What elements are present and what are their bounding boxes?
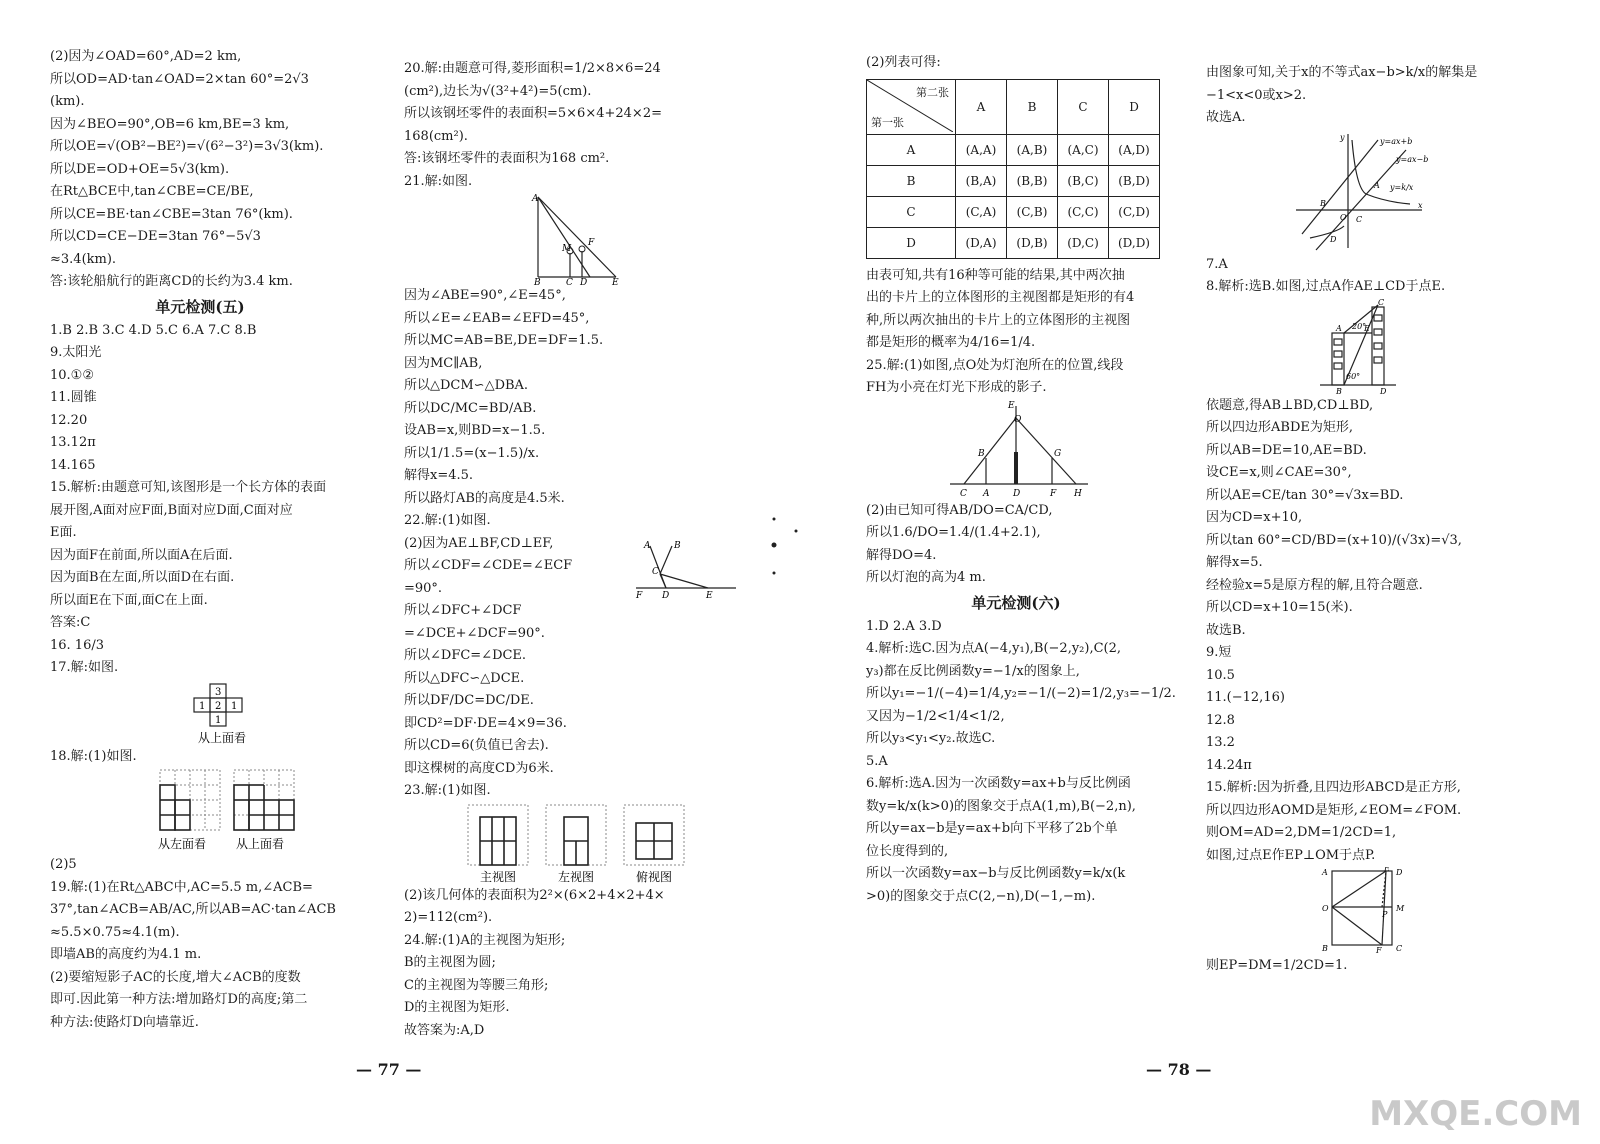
text-line: 13.12π — [50, 435, 96, 450]
text-line: 因为∠BEO=90°,OB=6 km,BE=3 km, — [50, 116, 290, 132]
fig6-label-d: D — [1330, 234, 1337, 244]
figure-21-svg — [404, 193, 744, 285]
col4-text-c — [1206, 395, 1546, 868]
text-line: 因为CD=x+10, — [1206, 510, 1303, 525]
text-line: 11.(−12,16) — [1206, 690, 1285, 705]
text-line: 所以AE=CE/tan 30°=√3x=BD. — [1206, 487, 1404, 503]
text-line: 16. 16/3 — [50, 637, 104, 653]
fig17-caption: 从上面看 — [198, 730, 247, 745]
fig15-label-b: B — [1322, 944, 1328, 953]
figure-18-svg — [50, 768, 390, 854]
fig21-label-d: D — [580, 278, 588, 285]
fig25-label-f: F — [1050, 488, 1057, 499]
fig25-label-c: C — [960, 488, 967, 499]
text-line: 又因为−1/2<1/4<1/2, — [866, 708, 1005, 724]
fig15-label-c: C — [1396, 944, 1403, 953]
text-line: 所以y=ax−b是y=ax+b向下平移了2b个单 — [866, 821, 1118, 836]
left-page — [0, 0, 790, 1144]
text-line: 所以∠E=∠EAB=∠EFD=45°, — [404, 310, 590, 326]
text-line: (2)因为∠OAD=60°,AD=2 km, — [50, 49, 242, 64]
figure-25-svg — [866, 400, 1196, 500]
col3-text-b — [866, 265, 1196, 400]
text-line: 9.太阳光 — [50, 345, 102, 360]
text-line: 即可.因此第一种方法:增加路灯D的高度;第二 — [50, 992, 308, 1007]
table-cell: (A,C) — [1058, 134, 1109, 165]
fig6-label-curve: y=k/x — [1390, 182, 1414, 192]
text-line: 由表可知,共有16种等可能的结果,其中两次抽 — [866, 267, 1125, 283]
column-3 — [866, 52, 1196, 908]
table-cell: (C,A) — [956, 196, 1007, 227]
text-line: (2)由已知可得AB/DO=CA/CD, — [866, 502, 1053, 518]
text-line: 展开图,A面对应F面,B面对应D面,C面对应 — [50, 502, 293, 518]
text-line: 17.解:如图. — [50, 660, 119, 675]
text-line: 所以OD=AD·tan∠OAD=2×tan 60°=2√3 — [50, 71, 309, 87]
figure-8-svg — [1206, 299, 1546, 395]
text-line: 所以DE=OD+OE=5√3(km). — [50, 161, 230, 177]
col2-text-a — [404, 58, 744, 193]
text-line: FH为小亮在灯光下形成的影子. — [866, 380, 1047, 395]
text-line: 所以tan 60°=CD/BD=(x+10)/(√3x)=√3, — [1206, 532, 1462, 548]
table-cell: (D,D) — [1109, 227, 1160, 258]
fig17-cell-1: 3 — [215, 686, 222, 698]
text-line: 所以∠CDF=∠CDE=∠ECF — [404, 558, 573, 573]
fig17-cell-4: 1 — [231, 700, 238, 712]
row-label: C — [867, 196, 956, 227]
text-line: (2)5 — [50, 857, 77, 872]
table-cell: (B,B) — [1007, 165, 1058, 196]
fig15-label-d: D — [1396, 868, 1403, 877]
fig6-label-a: A — [1374, 180, 1380, 190]
col1-text-d — [50, 854, 390, 1034]
fig22-label-d: D — [662, 591, 670, 600]
figure-23 — [404, 803, 744, 885]
fig17-cell-2: 1 — [199, 700, 206, 712]
fig8-label-20: 20° — [1352, 321, 1367, 331]
table-cell: (C,C) — [1058, 196, 1109, 227]
column-4 — [1206, 62, 1546, 978]
table-cell: (D,A) — [956, 227, 1007, 258]
fig18-caption-top: 从上面看 — [236, 837, 285, 851]
text-line: 20.解:由题意可得,菱形面积=1/2×8×6=24 — [404, 61, 661, 76]
table-header: A — [956, 79, 1007, 134]
text-line: 所以1/1.5=(x−1.5)/x. — [404, 445, 540, 461]
text-line: 所以OE=√(OB²−BE²)=√(6²−3²)=3√3(km). — [50, 139, 324, 154]
table-cell: (D,B) — [1007, 227, 1058, 258]
fig21-label-e: E — [612, 278, 619, 285]
fig18-caption-left: 从左面看 — [158, 837, 207, 851]
text-line: 答:该轮船航行的距离CD的长约为3.4 km. — [50, 274, 293, 289]
fig21-label-a: A — [532, 194, 539, 204]
fig8-label-a: A — [1336, 323, 1342, 333]
table-header: C — [1058, 79, 1109, 134]
text-line: 因为面F在前面,所以面A在后面. — [50, 547, 233, 563]
fig25-label-b: B — [978, 448, 985, 459]
fig8-label-e: E — [1364, 323, 1370, 333]
text-line: E面. — [50, 525, 77, 540]
col3-text-a — [866, 52, 1196, 75]
fig25-label-o: O — [1014, 414, 1022, 425]
fig22-label-e: E — [706, 591, 713, 600]
text-line: 所以一次函数y=ax−b与反比例函数y=k/x(k — [866, 866, 1126, 881]
section-title-6: 单元检测(六) — [971, 593, 1061, 612]
text-line: 故选B. — [1206, 622, 1246, 638]
fig25-label-e: E — [1008, 400, 1015, 411]
col1-text-a — [50, 46, 390, 294]
fig21-label-m: M — [562, 244, 572, 254]
text-line: 所以四边形AOMD是矩形,∠EOM=∠FOM. — [1206, 802, 1462, 818]
text-line: 所以路灯AB的高度是4.5米. — [404, 490, 565, 506]
text-line: (2)要缩短影子AC的长度,增大∠ACB的度数 — [50, 969, 301, 985]
text-line: 4.解析:选C.因为点A(−4,y₁),B(−2,y₂),C(2, — [866, 641, 1122, 656]
text-line: 由图象可知,关于x的不等式ax−b>k/x的解集是 — [1206, 65, 1478, 80]
text-line: 所以1.6/DO=1.4/(1.4+2.1), — [866, 525, 1041, 540]
text-line: 9.短 — [1206, 645, 1232, 660]
text-line: 出的卡片上的立体图形的主视图都是矩形的有4 — [866, 290, 1135, 305]
fig15-label-p: P — [1382, 910, 1388, 919]
fig22-label-f: F — [636, 591, 643, 600]
table-cell: (A,A) — [956, 134, 1007, 165]
figure-17 — [50, 680, 390, 746]
table-cell: (A,D) — [1109, 134, 1160, 165]
text-line: 种,所以两次抽出的卡片上的立体图形的主视图 — [866, 312, 1131, 328]
text-line: (km). — [50, 94, 85, 109]
text-line: >0)的图象交于点C(2,−n),D(−1,−m). — [866, 888, 1096, 904]
col4-text-a — [1206, 62, 1546, 130]
col3-text-c — [866, 500, 1196, 590]
fig21-label-b: B — [534, 278, 541, 285]
fig22-label-c: C — [652, 567, 659, 577]
fig6-label-line2: y=ax−b — [1396, 154, 1429, 164]
text-line: 14.165 — [50, 457, 96, 473]
text-line: 19.解:(1)在Rt△ABC中,AC=5.5 m,∠ACB= — [50, 879, 313, 895]
text-line: 37°,tan∠ACB=AB/AC,所以AB=AC·tan∠ACB — [50, 902, 336, 917]
watermark: MXQE.COM — [1369, 1094, 1582, 1134]
col4-text-b — [1206, 254, 1546, 299]
figure-15-svg — [1206, 867, 1546, 955]
text-line: ≈5.5×0.75≈4.1(m). — [50, 924, 180, 940]
text-line: ≈3.4(km). — [50, 251, 117, 267]
text-line: 即CD²=DF·DE=4×9=36. — [404, 715, 567, 731]
text-line: 10.①② — [50, 367, 94, 383]
column-1 — [50, 46, 390, 1034]
text-line: (cm²),边长为√(3²+4²)=5(cm). — [404, 83, 592, 99]
text-line: 13.2 — [1206, 735, 1235, 750]
text-line: 即墙AB的高度约为4.1 m. — [50, 947, 202, 962]
table-corner — [867, 79, 956, 134]
text-line: 所以面E在下面,面C在上面. — [50, 592, 208, 608]
text-line: 所以∠DFC=∠DCE. — [404, 648, 527, 663]
text-line: 解得DO=4. — [866, 547, 937, 563]
figure-22 — [632, 540, 742, 600]
figure-15 — [1206, 867, 1546, 955]
text-line: 12.8 — [1206, 712, 1235, 728]
fig22-label-a: A — [644, 541, 651, 551]
text-line: 10.5 — [1206, 667, 1235, 683]
text-line: B的主视图为圆; — [404, 955, 496, 970]
text-line: 所以CD=CE−DE=3tan 76°−5√3 — [50, 229, 261, 244]
text-line: 15.解析:因为折叠,且四边形ABCD是正方形, — [1206, 780, 1461, 795]
text-line: 故答案为:A,D — [404, 1022, 485, 1038]
text-line: =90°. — [404, 580, 443, 596]
text-line: D的主视图为矩形. — [404, 1000, 510, 1015]
probability-table — [866, 79, 1160, 259]
figure-6-svg — [1206, 130, 1546, 254]
text-line: 1.B 2.B 3.C 4.D 5.C 6.A 7.C 8.B — [50, 322, 257, 338]
text-line: 解得x=4.5. — [404, 468, 474, 483]
text-line: 7.A — [1206, 256, 1228, 272]
text-line: 5.A — [866, 753, 888, 769]
text-line: 所以该钢坯零件的表面积=5×6×4+24×2= — [404, 106, 662, 121]
text-line: 答:该钢坯零件的表面积为168 cm². — [404, 151, 610, 166]
text-line: 1.D 2.A 3.D — [866, 618, 942, 634]
fig6-label-y: y — [1340, 132, 1345, 142]
text-line: 设CE=x,则∠CAE=30°, — [1206, 465, 1352, 480]
text-line: 8.解析:选B.如图,过点A作AE⊥CD于点E. — [1206, 279, 1446, 294]
row-label: D — [867, 227, 956, 258]
text-line: 种方法:使路灯D向墙靠近. — [50, 1014, 199, 1030]
text-line: 22.解:(1)如图. — [404, 513, 491, 528]
fig25-label-g: G — [1054, 448, 1062, 459]
text-line: (2)因为AE⊥BF,CD⊥EF, — [404, 535, 554, 551]
fig17-cell-5: 1 — [215, 714, 222, 726]
table-cell: (C,D) — [1109, 196, 1160, 227]
fig21-label-f: F — [588, 238, 595, 248]
table-cell: (B,C) — [1058, 165, 1109, 196]
figure-8 — [1206, 299, 1546, 395]
text-line: 所以△DCM∽△DBA. — [404, 378, 529, 393]
fig8-label-d: D — [1380, 386, 1387, 395]
table-cell: (C,B) — [1007, 196, 1058, 227]
text-line: 所以y₁=−1/(−4)=1/4,y₂=−1/(−2)=1/2,y₃=−1/2. — [866, 686, 1176, 701]
text-line: 21.解:如图. — [404, 173, 473, 189]
text-line: 2)=112(cm²). — [404, 910, 493, 925]
text-line: −1<x<0或x>2. — [1206, 87, 1307, 103]
text-line: 数y=k/x(k>0)的图象交于点A(1,m),B(−2,n), — [866, 798, 1136, 814]
figure-25 — [866, 400, 1196, 500]
table-row — [867, 134, 1160, 165]
fig6-label-o: O — [1340, 212, 1347, 222]
fig15-label-f: F — [1376, 946, 1382, 955]
fig15-label-m: M — [1396, 904, 1405, 913]
page-number-left: — 77 — — [356, 1060, 422, 1079]
table-cell: (B,A) — [956, 165, 1007, 196]
col1-text-b — [50, 320, 390, 680]
figure-23-svg — [404, 803, 744, 885]
text-line: 答案:C — [50, 615, 91, 630]
fig23-caption-top: 俯视图 — [636, 869, 673, 884]
text-line: 所以CE=BE·tan∠CBE=3tan 76°(km). — [50, 206, 293, 222]
table-row — [867, 227, 1160, 258]
text-line: 依题意,得AB⊥BD,CD⊥BD, — [1206, 397, 1374, 413]
fig17-cell-3: 2 — [215, 700, 222, 712]
fig22-label-b: B — [674, 541, 681, 551]
text-line: 24.解:(1)A的主视图为矩形; — [404, 932, 566, 948]
text-line: 故选A. — [1206, 110, 1246, 125]
fig8-label-60: 60° — [1346, 371, 1361, 381]
text-line: =∠DCE+∠DCF=90°. — [404, 625, 545, 641]
table-cell: (D,C) — [1058, 227, 1109, 258]
text-line: 在Rt△BCE中,tan∠CBE=CE/BE, — [50, 184, 254, 199]
text-line: 解得x=5. — [1206, 555, 1263, 570]
page-number-right: — 78 — — [1146, 1060, 1212, 1079]
right-page — [800, 0, 1600, 1144]
fig15-label-o: O — [1322, 904, 1329, 913]
text-line: 25.解:(1)如图,点O处为灯泡所在的位置,线段 — [866, 357, 1124, 373]
text-line: 所以CD=6(负值已舍去). — [404, 738, 549, 753]
text-line: 168(cm²). — [404, 128, 468, 144]
fig25-label-h: H — [1074, 488, 1082, 499]
fig21-label-c: C — [566, 278, 573, 285]
col2-text-c — [404, 885, 744, 1043]
table-cell: (A,B) — [1007, 134, 1058, 165]
text-line: 所以AB=DE=10,AE=BD. — [1206, 442, 1367, 458]
text-line: 所以DC/MC=BD/AB. — [404, 400, 537, 416]
text-line: 所以MC=AB=BE,DE=DF=1.5. — [404, 333, 604, 348]
text-line: (2)该几何体的表面积为2²×(6×2+4×2+4× — [404, 887, 665, 903]
figure-21 — [404, 193, 744, 285]
text-line: 6.解析:选A.因为一次函数y=ax+b与反比例函 — [866, 776, 1131, 791]
table-cell: (B,D) — [1109, 165, 1160, 196]
text-line: 如图,过点E作EP⊥OM于点P. — [1206, 847, 1376, 863]
text-line: 因为MC∥AB, — [404, 355, 483, 371]
text-line: 12.20 — [50, 412, 88, 428]
text-line: 则EP=DM=1/2CD=1. — [1206, 958, 1348, 973]
text-line: 经检验x=5是原方程的解,且符合题意. — [1206, 577, 1423, 593]
text-line: 所以DF/DC=DC/DE. — [404, 693, 534, 708]
table-corner-top: 第二张 — [916, 85, 949, 99]
table-header: D — [1109, 79, 1160, 134]
text-line: 则OM=AD=2,DM=1/2CD=1, — [1206, 825, 1397, 840]
fig6-label-b: B — [1320, 198, 1326, 208]
text-line: y₃)都在反比例函数y=−1/x的图象上, — [866, 663, 1080, 679]
text-line: 所以CD=x+10=15(米). — [1206, 600, 1353, 615]
text-line: 所以灯泡的高为4 m. — [866, 570, 986, 585]
row-label: B — [867, 165, 956, 196]
fig25-label-a: A — [983, 488, 990, 499]
text-line: 都是矩形的概率为4/16=1/4. — [866, 335, 1036, 350]
col3-text-d — [866, 616, 1196, 909]
fig23-caption-left: 左视图 — [558, 869, 595, 884]
fig25-label-d: D — [1013, 488, 1021, 499]
table-header: B — [1007, 79, 1058, 134]
fig23-caption-front: 主视图 — [480, 869, 517, 884]
fig15-label-e: E — [1384, 867, 1390, 873]
text-line: C的主视图为等腰三角形; — [404, 977, 549, 993]
fig15-label-a: A — [1322, 868, 1328, 877]
text-line: 所以四边形ABDE为矩形, — [1206, 420, 1353, 435]
text-line: 所以∠DFC+∠DCF — [404, 603, 522, 618]
text-line: 因为∠ABE=90°,∠E=45°, — [404, 288, 566, 303]
text-line: 因为面B在左面,所以面D在右面. — [50, 570, 235, 585]
text-line: (2)列表可得: — [866, 55, 941, 70]
text-line: 即这棵树的高度CD为6米. — [404, 760, 554, 776]
table-corner-bottom: 第一张 — [871, 115, 904, 129]
text-line: 23.解:(1)如图. — [404, 783, 491, 798]
row-label: A — [867, 134, 956, 165]
section-title-5: 单元检测(五) — [155, 297, 245, 316]
text-line: 18.解:(1)如图. — [50, 748, 137, 764]
text-line: 所以△DFC∽△DCE. — [404, 670, 525, 686]
figure-17-svg — [50, 680, 390, 746]
fig6-label-x: x — [1418, 200, 1423, 210]
figure-6 — [1206, 130, 1546, 254]
text-line: 15.解析:由题意可知,该图形是一个长方体的表面 — [50, 480, 327, 495]
text-line: 11.圆锥 — [50, 390, 97, 405]
col1-text-c — [50, 746, 390, 769]
fig6-label-c: C — [1356, 214, 1363, 224]
text-line: 设AB=x,则BD=x−1.5. — [404, 423, 546, 438]
col4-text-d — [1206, 955, 1546, 978]
fig8-label-c: C — [1378, 298, 1385, 307]
text-line: 所以y₃<y₁<y₂.故选C. — [866, 731, 996, 746]
table-row — [867, 196, 1160, 227]
fig8-label-b: B — [1336, 386, 1342, 395]
fig6-label-line1: y=ax+b — [1380, 136, 1413, 146]
text-line: 位长度得到的, — [866, 843, 949, 859]
figure-18 — [50, 768, 390, 854]
table-row — [867, 165, 1160, 196]
text-line: 14.24π — [1206, 757, 1252, 773]
